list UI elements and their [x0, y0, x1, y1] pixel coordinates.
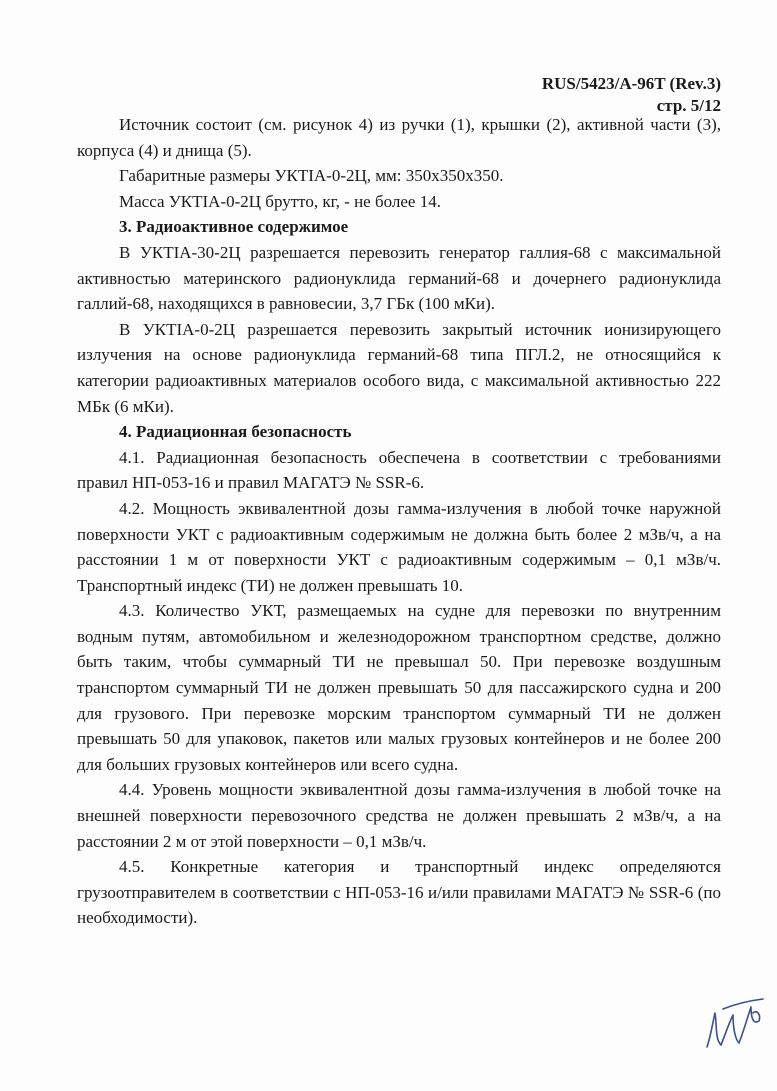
paragraph-4-1: 4.1. Радиационная безопасность обеспечена в соответствии с требованиями правил НП-053-16 и правил МАГАТЭ № SSR-6.	[77, 447, 721, 493]
page-number: стр. 5/12	[656, 96, 721, 115]
paragraph-mass: Масса УКТIА-0-2Ц брутто, кг, - не более 14.	[119, 191, 441, 211]
document-id: RUS/5423/A-96T (Rev.3)	[541, 74, 721, 93]
document-body	[77, 112, 721, 931]
paragraph-source-composition: Источник состоит (см. рисунок 4) из ручки (1), крышки (2), активной части (3), корпуса (4) и днища (5).	[77, 115, 721, 160]
paragraph-generator-transport: В УКТIА-30-2Ц разрешается перевозить генератор галлия-68 с максимальной активностью материнского радионуклида германий-68 и дочернего радионуклида галлий-68, находящихся в равновесии, 3,7 ГБк (100 мКи).	[77, 242, 721, 314]
paragraph-dimensions: Габаритные размеры УКТIА-0-2Ц, мм: 350x350x350.	[119, 166, 504, 186]
paragraph-4-4: 4.4. Уровень мощности эквивалентной дозы гамма-излучения в любой точке на внешней поверхности перевозочного средства не должен превышать 2 мЗв/ч, а на расстоянии 2 м от этой поверхности – 0,1 мЗв/ч.	[77, 780, 721, 851]
paragraph-4-3: 4.3. Количество УКТ, размещаемых на судне для перевозки по внутренним водным путям, автомобильном и железнодорожном транспортном средстве, должно быть таким, чтобы суммарный ТИ не превышал 50. При перевозке воздушным транспортом суммарный ТИ не должен превышать 50 для пассажирского судна и 200 для грузового. При перевозке морским транспортом суммарный ТИ не должен превышать 50 для упаковок, пакетов или малых грузовых контейнеров и не более 200 для больших грузовых контейнеров или всего судна.	[77, 601, 721, 774]
handwritten-signature	[703, 995, 767, 1059]
section-heading-radiation-safety: 4. Радиационная безопасность	[119, 422, 352, 442]
page-header	[542, 73, 721, 117]
paragraph-sealed-source-transport: В УКТIА-0-2Ц разрешается перевозить закрытый источник ионизирующего излучения на основе радионуклида германий-68 типа ПГЛ.2, не относящийся к категории радиоактивных материалов особого вида, с максимальной активностью 222 МБк (6 мКи).	[77, 319, 721, 416]
section-heading-radioactive-content: 3. Радиоактивное содержимое	[119, 217, 349, 237]
paragraph-4-5: 4.5. Конкретные категория и транспортный индекс определяются грузоотправителем в соответствии с НП-053-16 и/или правилами МАГАТЭ № SSR-6 (по необходимости).	[77, 857, 721, 928]
paragraph-4-2: 4.2. Мощность эквивалентной дозы гамма-излучения в любой точке наружной поверхности УКТ с радиоактивным содержимым не должна быть более 2 мЗв/ч, а на расстоянии 1 м от поверхности УКТ с радиоактивным содержимым – 0,1 мЗв/ч. Транспортный индекс (ТИ) не должен превышать 10.	[77, 498, 721, 595]
